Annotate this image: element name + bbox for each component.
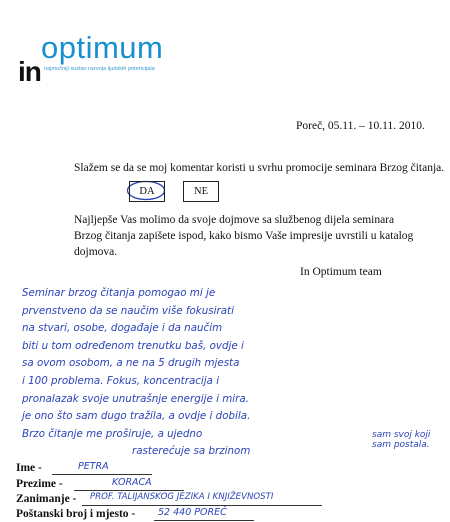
field-postanski-value[interactable]: 52 440 POREČ	[158, 507, 227, 518]
field-prezime-label: Prezime -	[16, 478, 63, 490]
field-zanimanje-line	[82, 505, 322, 506]
field-zanimanje-value[interactable]: PROF. TALIJANSKOG JEZIKA I KNJIŽEVNOSTI	[90, 492, 274, 502]
inoptimum-logo	[18, 30, 218, 92]
field-zanimanje-label: Zanimanje -	[16, 493, 77, 505]
handwritten-line: Brzo čitanje me proširuje, a ujedno	[22, 427, 203, 440]
handwritten-line: na stvari, osobe, događaje i da naučim	[22, 322, 223, 335]
handwritten-side-note: sam svoj koji sam postala.	[372, 430, 431, 450]
handwritten-line: i 100 problema. Fokus, koncentracija i	[22, 374, 220, 387]
field-ime-line	[52, 474, 152, 475]
field-postanski-label: Poštanski broj i mjesto -	[16, 508, 136, 520]
handwritten-line: prvenstveno da se naučim više fokusirati	[22, 304, 234, 317]
field-prezime-value[interactable]: KORACA	[112, 477, 152, 488]
handwritten-line: je ono što sam dugo tražila, a ovdje i dobila.	[22, 410, 251, 423]
handwritten-line: biti u tom određenom trenutku baš, ovdje i	[22, 339, 244, 352]
option-no-box[interactable]: NE	[183, 181, 219, 202]
handwritten-line: Seminar brzog čitanja pomogao mi je	[22, 287, 216, 299]
handwritten-line: pronalazak svoje unutrašnje energije i mira.	[22, 392, 249, 405]
option-yes-box[interactable]: DA	[129, 181, 165, 202]
field-ime-label: Ime -	[16, 462, 42, 474]
seminar-date: Poreč, 05.11. – 10.11. 2010.	[296, 120, 425, 132]
handwritten-line: sa ovom osobom, a ne na 5 drugih mjesta	[22, 357, 240, 370]
field-prezime-line	[74, 490, 184, 491]
handwritten-line: rasterećuje sa brzinom	[132, 445, 251, 458]
consent-text: Slažem se da se moj komentar koristi u svrhu promocije seminara Brzog čitanja.	[74, 162, 445, 174]
field-postanski-line	[154, 520, 254, 521]
team-signature: In Optimum team	[300, 266, 382, 278]
logo-optimum-text: optimum	[41, 30, 164, 65]
logo-tagline: najmočniji sustav razvoja ljudskih potencijala	[44, 66, 155, 72]
request-text: Najljepše Vas molimo da svoje dojmove sa službenog dijela seminara Brzog čitanja zapišete ispod, kako bismo Vaše impresije uvrstili u katalog dojmova.	[74, 214, 414, 258]
field-ime-value[interactable]: PETRA	[78, 461, 109, 472]
logo-in-text: in	[18, 56, 41, 87]
